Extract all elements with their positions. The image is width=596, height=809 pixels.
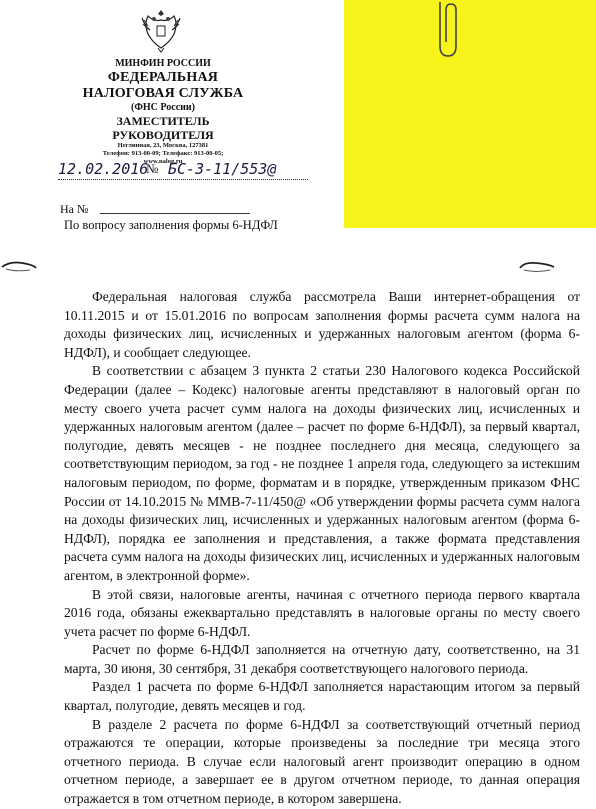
ministry-name: МИНФИН РОССИИ <box>115 58 211 69</box>
registration-underline <box>58 179 308 180</box>
sender-header <box>68 58 258 166</box>
body-paragraph: Расчет по форме 6-НДФЛ заполняется на отчетную дату, соответственно, на 31 марта, 30 июня, 30 сентября, 31 декабря соответствующего налогового периода. <box>64 642 580 676</box>
punch-hole-icon <box>516 259 556 275</box>
paperclip-icon <box>430 0 460 60</box>
sticky-note <box>344 0 596 228</box>
registration-number: БС-3-11/553@ <box>168 160 277 178</box>
letter-body <box>64 288 580 809</box>
body-paragraph: В соответствии с абзацем 3 пункта 2 статьи 230 Налогового кодекса Российской Федерации (далее – Кодекс) налоговые агенты представляют в налоговый орган по месту своего учета расчет сумм налога на доходы физических лиц, исчисленных и удержанных налоговым агентом (далее – расчет по форме 6-НДФЛ), за первый квартал, полугодие, девять месяцев - не позднее последнего дня месяца, следующего за соответствующим периодом, за год - не позднее 1 апреля года, следующего за истекшим налоговым периодом, по форме, форматам и в порядке, утвержденным приказом ФНС России от 14.10.2015 № ММВ-7-11/450@ «Об утверждении формы расчета сумм налога на доходы физических лиц, исчисленных и удержанных налоговым агентом (форма 6-НДФЛ), порядка ее заполнения и представления, а также формата представления расчета сумм налога на доходы физических лиц, исчисленных и удержанных налоговым агентом, в электронной форме». <box>64 363 580 583</box>
service-name-line2: НАЛОГОВАЯ СЛУЖБА <box>82 86 244 101</box>
sender-phones: Телефон: 913-00-09; Телефакс: 913-00-05; <box>102 150 224 157</box>
signer-title: ЗАМЕСТИТЕЛЬ РУКОВОДИТЕЛЯ <box>112 114 214 142</box>
service-short-name: (ФНС России) <box>130 102 195 113</box>
sender-website: www.nalog.ru <box>143 158 183 165</box>
registration-date: 12.02.2016 <box>58 160 149 178</box>
reference-number-line <box>100 213 250 214</box>
body-paragraph: В этой связи, налоговые агенты, начиная с отчетного периода первого квартала 2016 года, обязаны ежеквартально представлять в налоговые органы по месту своего учета расчет по форме 6-НДФЛ. <box>64 586 580 639</box>
coat-of-arms-icon <box>136 4 186 54</box>
service-name-line1: ФЕДЕРАЛЬНАЯ <box>107 70 219 85</box>
body-paragraph: Раздел 1 расчета по форме 6-НДФЛ заполняется нарастающим итогом за первый квартал, полугодие, девять месяцев и год. <box>64 679 580 714</box>
body-paragraph: В разделе 2 расчета по форме 6-НДФЛ за соответствующий отчетный период отражаются те операции, которые произведены за последние три месяца этого отчетного периода. В случае если налоговый агент производит операцию в одном отчетном периоде, а завершает ее в другом отчетном периоде, то данная операция отражается в том отчетном периоде, в котором завершена. <box>64 716 580 807</box>
sender-address: Неглинная, 23, Москва, 127381 <box>117 142 209 149</box>
registration-line <box>58 160 328 182</box>
reference-number-label: На № <box>60 202 89 216</box>
body-paragraph: Федеральная налоговая служба рассмотрела Ваши интернет-обращения от 10.11.2015 и от 15.01.2016 по вопросам заполнения формы расчета сумм налога на доходы физических лиц, исчисленных и удержанных налоговым агентом (форма 6-НДФЛ), и сообщает следующее. <box>64 289 580 360</box>
letter-subject: По вопросу заполнения формы 6-НДФЛ <box>64 218 278 232</box>
number-sign: № <box>146 161 159 176</box>
punch-hole-icon <box>0 259 40 275</box>
